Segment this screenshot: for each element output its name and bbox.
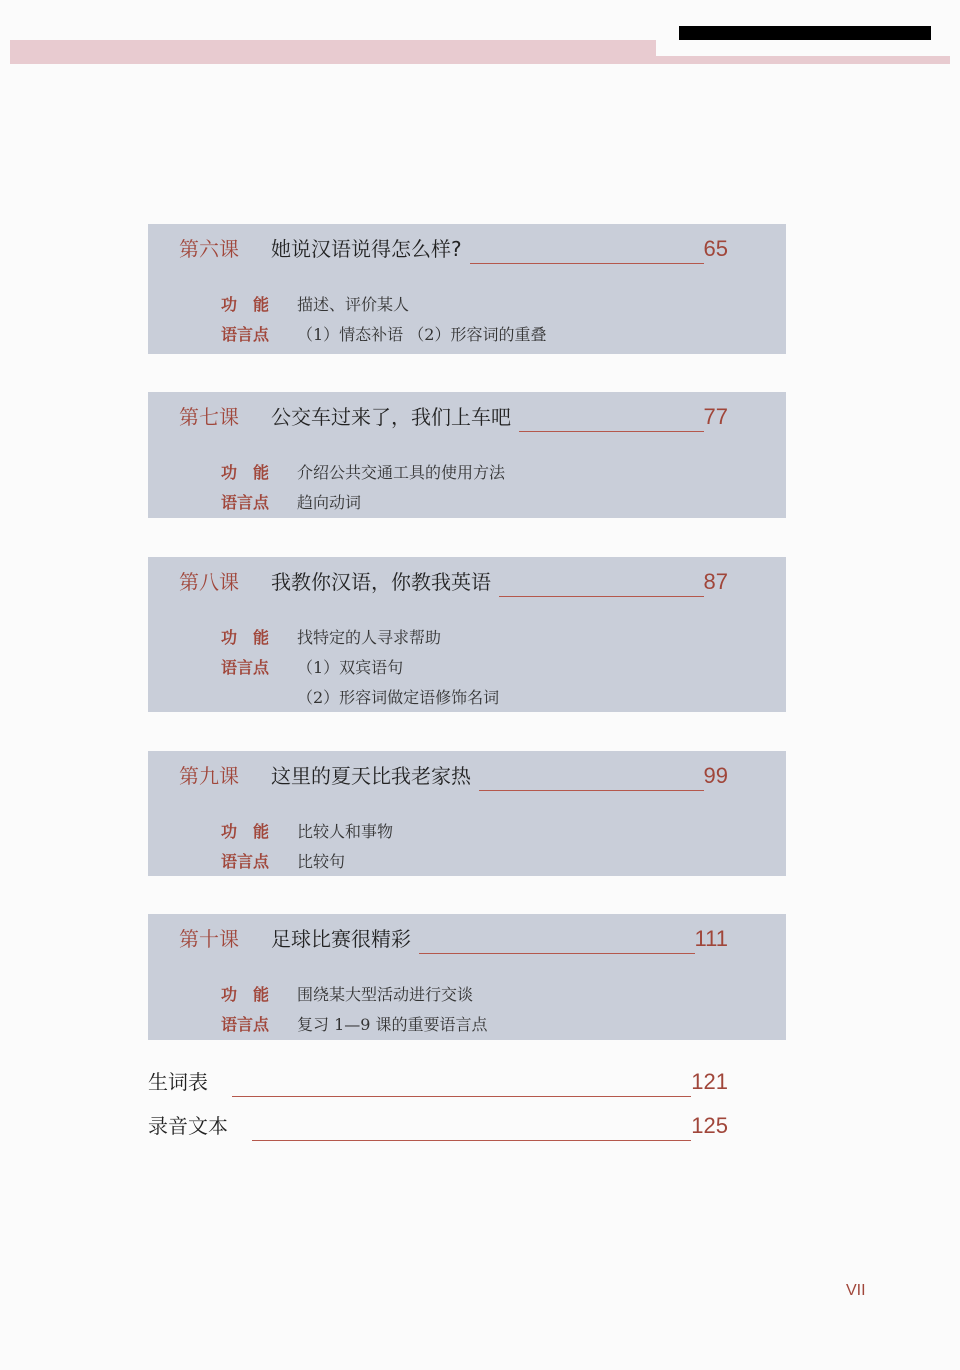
page-number: 77 [703, 404, 728, 429]
function-row [221, 819, 393, 842]
function-text: 介绍公共交通工具的使用方法 [297, 463, 506, 482]
page-folio: VII [846, 1282, 866, 1299]
toc-entry-vocabulary[interactable] [148, 1066, 728, 1095]
lesson-number: 第十课 [179, 927, 239, 951]
page-number: 65 [703, 236, 728, 261]
grammar-label: 语言点 [221, 1015, 270, 1034]
grammar-text: 复习 1—9 课的重要语言点 [297, 1015, 488, 1034]
grammar-row [221, 655, 403, 678]
label-spacer [221, 685, 297, 708]
function-text: 比较人和事物 [297, 822, 394, 841]
page-number: 87 [703, 569, 728, 594]
toc-entry-transcripts[interactable] [148, 1110, 728, 1139]
function-row [221, 292, 409, 315]
grammar-row [221, 322, 546, 345]
grammar-text: （1）双宾语句 [297, 658, 404, 677]
function-label: 功 能 [221, 295, 270, 314]
lesson-title: 这里的夏天比我老家热 [271, 764, 471, 788]
lesson-entry[interactable] [148, 557, 786, 712]
lesson-heading [179, 761, 728, 789]
grammar-row [221, 1012, 488, 1035]
grammar-label: 语言点 [221, 658, 270, 677]
entry-title: 录音文本 [148, 1114, 228, 1138]
lesson-number: 第七课 [179, 405, 239, 429]
lesson-entry[interactable] [148, 914, 786, 1040]
lesson-heading [179, 567, 728, 595]
lesson-heading [179, 924, 728, 952]
grammar-text: （1）情态补语 （2）形容词的重叠 [297, 325, 547, 344]
lesson-title: 她说汉语说得怎么样? [271, 237, 462, 261]
lesson-entry[interactable] [148, 224, 786, 354]
header-band-gap [656, 40, 951, 56]
page-number: 99 [703, 763, 728, 788]
grammar-label: 语言点 [221, 325, 270, 344]
lesson-title: 公交车过来了，我们上车吧 [271, 405, 511, 429]
leader-line [252, 1139, 691, 1141]
function-label: 功 能 [221, 628, 270, 647]
grammar-row [221, 490, 361, 513]
grammar-text: 趋向动词 [297, 493, 362, 512]
grammar-row [221, 685, 499, 708]
lesson-number: 第八课 [179, 570, 239, 594]
lesson-entry[interactable] [148, 392, 786, 518]
function-label: 功 能 [221, 463, 270, 482]
lesson-number: 第六课 [179, 237, 239, 261]
grammar-text: 比较句 [297, 852, 346, 871]
grammar-row [221, 849, 345, 872]
page-number: 111 [694, 926, 728, 951]
function-text: 找特定的人寻求帮助 [297, 628, 442, 647]
function-row [221, 460, 505, 483]
function-text: 描述、评价某人 [297, 295, 410, 314]
leader-line [419, 952, 695, 954]
entry-title: 生词表 [148, 1070, 208, 1094]
leader-line [470, 262, 704, 264]
function-label: 功 能 [221, 822, 270, 841]
leader-line [519, 430, 704, 432]
lesson-title: 我教你汉语，你教我英语 [271, 570, 491, 594]
lesson-heading [179, 402, 728, 430]
redaction-bar [679, 26, 931, 40]
leader-line [499, 595, 704, 597]
function-row [221, 625, 441, 648]
lesson-number: 第九课 [179, 764, 239, 788]
lesson-entry[interactable] [148, 751, 786, 876]
function-label: 功 能 [221, 985, 270, 1004]
leader-line [232, 1095, 691, 1097]
function-text: 围绕某大型活动进行交谈 [297, 985, 474, 1004]
grammar-label: 语言点 [221, 493, 270, 512]
grammar-text: （2）形容词做定语修饰名词 [297, 688, 500, 707]
page-number: 121 [691, 1069, 728, 1094]
lesson-title: 足球比赛很精彩 [271, 927, 411, 951]
grammar-label: 语言点 [221, 852, 270, 871]
leader-line [479, 789, 704, 791]
function-row [221, 982, 473, 1005]
page-number: 125 [691, 1113, 728, 1138]
lesson-heading [179, 234, 728, 262]
